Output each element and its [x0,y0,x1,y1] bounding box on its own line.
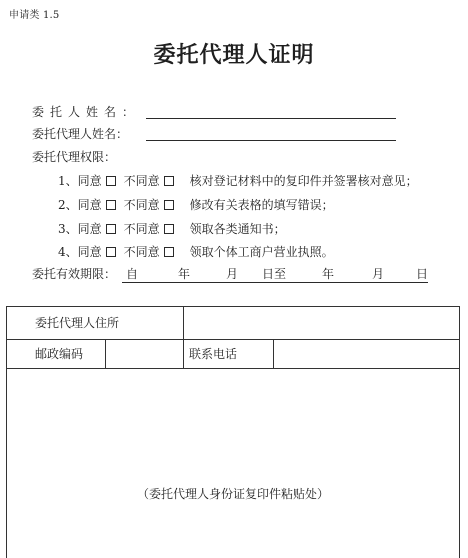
permission-item-3 [58,221,286,237]
agent-address-label: 委托代理人住所 [35,316,120,330]
postcode-cell[interactable] [106,340,182,367]
disagree-label: 不同意 [123,174,160,188]
disagree-checkbox[interactable] [164,200,174,210]
agree-checkbox[interactable] [106,200,116,210]
permission-index: 2、 [58,198,78,212]
permission-index: 1、 [58,174,78,188]
permission-text: 领取个体工商户营业执照。 [189,245,334,259]
postcode-label: 邮政编码 [35,347,84,361]
table-col-divider [183,339,184,368]
validity-year-2: 年 [322,267,335,281]
agent-address-cell[interactable] [184,308,458,338]
permission-text: 修改有关表格的填写错误； [189,198,334,212]
table-row-divider [7,368,459,369]
agree-label: 同意 [77,198,102,212]
validity-line[interactable] [122,282,428,283]
permission-index: 3、 [58,222,78,236]
phone-cell[interactable] [274,340,458,367]
phone-label: 联系电话 [189,347,238,361]
principal-name-label: 委托人姓名： [32,105,141,119]
permission-text: 领取各类通知书； [189,222,286,236]
disagree-checkbox[interactable] [164,176,174,186]
disagree-label: 不同意 [123,222,160,236]
validity-month-1: 月 [226,267,239,281]
permission-item-2 [58,197,334,213]
validity-from: 自 [126,267,139,281]
agree-label: 同意 [77,245,102,259]
document-title: 委托代理人证明 [153,42,315,68]
agent-name-label: 委托代理人姓名： [32,127,129,141]
disagree-label: 不同意 [123,198,160,212]
agree-checkbox[interactable] [106,224,116,234]
validity-label: 委托有效期限： [32,267,117,281]
permissions-label: 委托代理权限： [32,150,117,164]
disagree-label: 不同意 [123,245,160,259]
validity-day-2: 日 [416,267,429,281]
principal-name-line[interactable] [146,118,396,119]
permission-text: 核对登记材料中的复印件并签署核对意见； [189,174,418,188]
agree-checkbox[interactable] [106,176,116,186]
id-copy-paste-note: （委托代理人身份证复印件粘贴处） [136,487,329,501]
validity-month-2: 月 [372,267,385,281]
form-code: 申请类 1.5 [9,10,60,21]
validity-year-1: 年 [178,267,191,281]
permission-item-4 [58,244,334,260]
agree-label: 同意 [77,174,102,188]
agree-checkbox[interactable] [106,247,116,257]
agree-label: 同意 [77,222,102,236]
disagree-checkbox[interactable] [164,224,174,234]
permission-index: 4、 [58,245,78,259]
permission-item-1 [58,173,418,189]
disagree-checkbox[interactable] [164,247,174,257]
validity-day-to: 日至 [262,267,287,281]
agent-info-table [6,306,460,558]
agent-name-line[interactable] [146,140,396,141]
